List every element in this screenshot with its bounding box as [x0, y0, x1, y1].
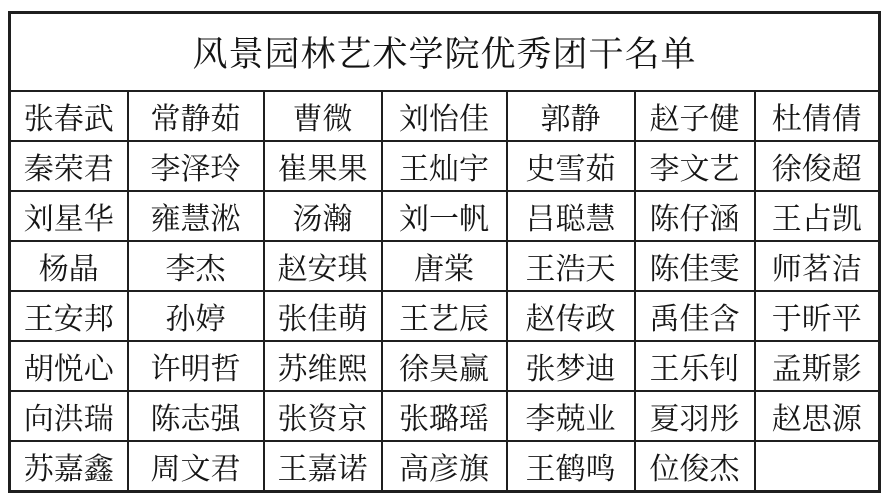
- name-cell: 刘怡佳: [382, 91, 507, 141]
- table-row: [10, 91, 880, 141]
- name-cell: 师茗洁: [755, 241, 880, 291]
- name-cell: 高彦旗: [382, 441, 507, 492]
- name-cell: 夏羽彤: [635, 391, 755, 441]
- name-cell: 赵传政: [507, 291, 635, 341]
- table-row: [10, 391, 880, 441]
- name-cell: 唐棠: [382, 241, 507, 291]
- name-cell: 张梦迪: [507, 341, 635, 391]
- name-cell: 胡悦心: [10, 341, 128, 391]
- name-cell: 赵安琪: [264, 241, 382, 291]
- name-cell: 李兢业: [507, 391, 635, 441]
- name-cell: 赵子健: [635, 91, 755, 141]
- name-cell: 郭静: [507, 91, 635, 141]
- table-row: [10, 141, 880, 191]
- name-cell: 刘一帆: [382, 191, 507, 241]
- name-cell: 王乐钊: [635, 341, 755, 391]
- name-cell: 陈仔涵: [635, 191, 755, 241]
- table-row: [10, 291, 880, 341]
- name-cell: 向洪瑞: [10, 391, 128, 441]
- name-cell: 王占凯: [755, 191, 880, 241]
- name-cell: 常静茹: [128, 91, 264, 141]
- name-cell: 李杰: [128, 241, 264, 291]
- name-cell: 张佳萌: [264, 291, 382, 341]
- table-row: [10, 241, 880, 291]
- name-cell: 于昕平: [755, 291, 880, 341]
- name-cell: 徐昊赢: [382, 341, 507, 391]
- name-cell: 赵思源: [755, 391, 880, 441]
- name-cell: 曹微: [264, 91, 382, 141]
- name-cell: 杜倩倩: [755, 91, 880, 141]
- name-cell: 崔果果: [264, 141, 382, 191]
- name-cell: 苏维熙: [264, 341, 382, 391]
- name-cell: 张资京: [264, 391, 382, 441]
- name-cell: 张璐瑶: [382, 391, 507, 441]
- name-cell: 吕聪慧: [507, 191, 635, 241]
- name-cell: 张春武: [10, 91, 128, 141]
- name-cell: 雍慧淞: [128, 191, 264, 241]
- name-cell: 刘星华: [10, 191, 128, 241]
- table-title: 风景园林艺术学院优秀团干名单: [10, 13, 880, 92]
- name-cell: 王鹤鸣: [507, 441, 635, 492]
- name-cell: 苏嘉鑫: [10, 441, 128, 492]
- table-row: [10, 341, 880, 391]
- name-cell: 王嘉诺: [264, 441, 382, 492]
- name-cell: 孟斯影: [755, 341, 880, 391]
- name-cell: 王浩天: [507, 241, 635, 291]
- table-row: [10, 441, 880, 492]
- name-cell: 周文君: [128, 441, 264, 492]
- name-cell: 秦荣君: [10, 141, 128, 191]
- name-cell: 王艺辰: [382, 291, 507, 341]
- name-cell: 王安邦: [10, 291, 128, 341]
- empty-cell: [755, 441, 880, 492]
- name-cell: 许明哲: [128, 341, 264, 391]
- name-cell: 孙婷: [128, 291, 264, 341]
- table-row: [10, 191, 880, 241]
- name-cell: 陈佳雯: [635, 241, 755, 291]
- name-cell: 王灿宇: [382, 141, 507, 191]
- name-cell: 李文艺: [635, 141, 755, 191]
- name-cell: 李泽玲: [128, 141, 264, 191]
- name-cell: 史雪茹: [507, 141, 635, 191]
- name-cell: 禹佳含: [635, 291, 755, 341]
- roster-table: [8, 11, 881, 493]
- name-cell: 杨晶: [10, 241, 128, 291]
- name-cell: 徐俊超: [755, 141, 880, 191]
- name-cell: 汤瀚: [264, 191, 382, 241]
- name-cell: 位俊杰: [635, 441, 755, 492]
- title-row: [10, 13, 880, 92]
- name-cell: 陈志强: [128, 391, 264, 441]
